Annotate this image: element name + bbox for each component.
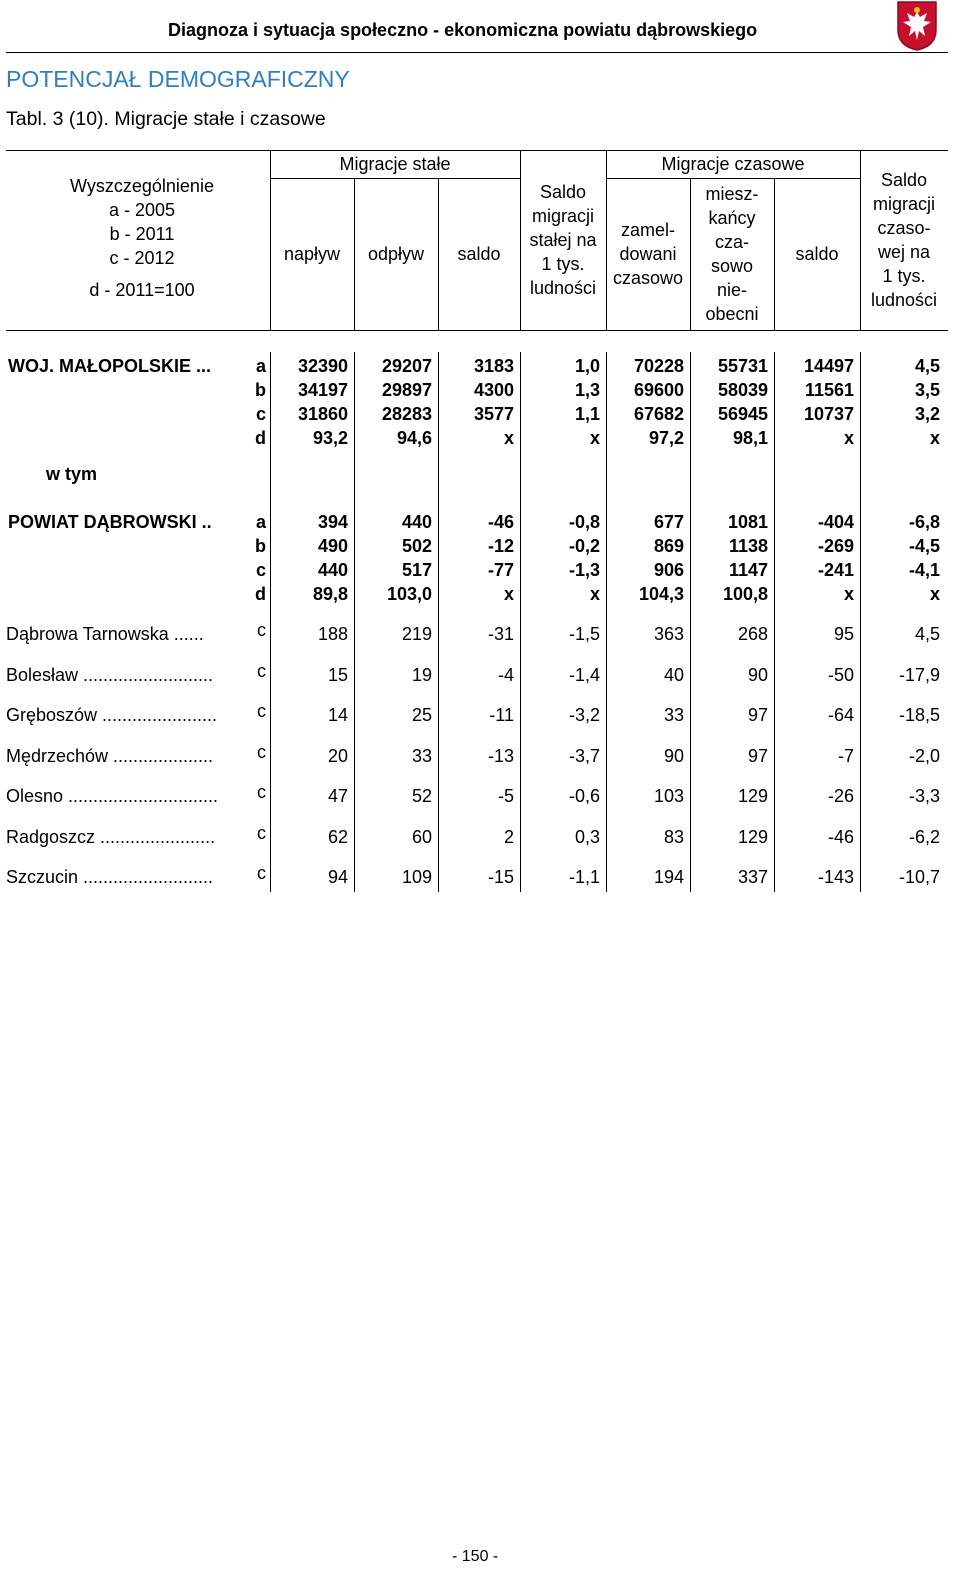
table-cell: -1,5 (568, 624, 600, 644)
header-rule (6, 52, 948, 53)
table-cell: x (503, 428, 514, 448)
table-cell: 58039 (717, 380, 768, 400)
table-cell: 32390 (297, 356, 348, 376)
table-cell: 677 (653, 512, 684, 532)
header-group-temporary: Migracje czasowe (661, 154, 805, 174)
table-cell: 98,1 (732, 428, 768, 448)
row-letter: d (255, 428, 266, 448)
w-tym-label: w tym (46, 464, 98, 484)
table-cell: 219 (401, 624, 432, 644)
row-letter: c (255, 404, 266, 424)
table-cell: 55731 (717, 356, 768, 376)
table-cell: x (589, 584, 600, 604)
row-letter: b (255, 380, 266, 400)
table-cell: -241 (817, 560, 854, 580)
table-cell: x (843, 584, 854, 604)
table-cell: -1,3 (568, 560, 600, 580)
table-cell: 97 (747, 705, 768, 725)
coat-of-arms-eagle-icon (896, 0, 938, 52)
table-cell: -46 (487, 512, 514, 532)
row-label: Bolesław .......................... (6, 664, 214, 685)
table-cell: -17,9 (898, 664, 940, 685)
table-cell: 517 (401, 560, 432, 580)
table-cell: -3,7 (568, 745, 600, 766)
row-letter: a (255, 356, 266, 376)
table-cell: 93,2 (312, 428, 348, 448)
table-cell: -15 (487, 867, 514, 887)
section-title: POTENCJAŁ DEMOGRAFICZNY (6, 66, 350, 92)
row-letter: c (257, 741, 266, 762)
table-cell: 70228 (633, 356, 684, 376)
table-cell: 1,3 (574, 380, 600, 400)
table-cell: 490 (317, 536, 348, 556)
table-cell: 60 (411, 826, 432, 847)
row-label: Olesno .............................. (6, 786, 219, 806)
page-header-title: Diagnoza i sytuacja społeczno - ekonomiczna powiatu dąbrowskiego (168, 20, 758, 40)
table-cell: 14497 (803, 356, 854, 376)
table-cell: 15 (327, 664, 348, 685)
row-letter: a (255, 512, 266, 532)
row-label: Dąbrowa Tarnowska ...... (6, 624, 204, 644)
table-cell: 502 (401, 536, 432, 556)
table-cell: -12 (487, 536, 514, 556)
table-cell: 29207 (381, 356, 432, 376)
table-cell: 94,6 (396, 428, 432, 448)
table-cell: 4,5 (914, 356, 940, 376)
table-cell: -18,5 (898, 705, 940, 725)
table-cell: 103,0 (386, 584, 432, 604)
table-cell: -7 (837, 745, 854, 766)
table-cell: 89,8 (312, 584, 348, 604)
table-cell: 440 (401, 512, 432, 532)
table-cell: -3,3 (908, 786, 940, 806)
row-letter: c (257, 863, 266, 883)
table-cell: 40 (663, 664, 684, 685)
table-cell: -143 (817, 867, 854, 887)
table-cell: -4,5 (908, 536, 940, 556)
table-top-rule (6, 150, 948, 151)
table-cell: 94 (327, 867, 348, 887)
row-letter: c (257, 822, 266, 843)
table-cell: 194 (653, 867, 684, 887)
row-letter: c (255, 560, 266, 580)
table-cell: 104,3 (638, 584, 684, 604)
table-cell: -11 (489, 705, 514, 725)
page-number: - 150 - (452, 1548, 499, 1565)
table-cell: 33 (411, 745, 432, 766)
header-bottom-rule (6, 330, 948, 331)
table-cell: 1081 (727, 512, 768, 532)
table-cell: x (843, 428, 854, 448)
table-cell: -50 (827, 664, 854, 685)
table-cell: 14 (327, 705, 348, 725)
table-cell: 31860 (297, 404, 348, 424)
row-label: Gręboszów ....................... (6, 705, 218, 725)
header-outflow: odpływ (367, 244, 425, 264)
table-cell: -46 (827, 826, 854, 847)
group-rule-temporary (606, 178, 860, 179)
table-cell: x (503, 584, 514, 604)
table-cell: -0,8 (568, 512, 600, 532)
table-cell: 869 (653, 536, 684, 556)
table-cell: x (589, 428, 600, 448)
table-cell: -404 (817, 512, 854, 532)
table-cell: -31 (487, 624, 514, 644)
table-cell: 10737 (803, 404, 854, 424)
table-cell: -26 (827, 786, 854, 806)
table-cell: -4 (497, 664, 514, 685)
table-cell: 20 (327, 745, 348, 766)
group-rule-permanent (270, 178, 520, 179)
table-cell: 52 (411, 786, 432, 806)
header-inflow: napływ (283, 244, 341, 264)
table-cell: x (929, 584, 940, 604)
table-cell: -4,1 (908, 560, 940, 580)
table-cell: 83 (663, 826, 684, 847)
header-balance: saldo (457, 244, 501, 264)
table-cell: 3,2 (914, 404, 940, 424)
row-letter: c (257, 620, 266, 640)
row-letter: b (255, 536, 266, 556)
table-cell: 268 (737, 624, 768, 644)
col-line-1 (270, 150, 271, 330)
table-cell: -269 (817, 536, 854, 556)
table-cell: -13 (487, 745, 514, 766)
table-cell: 97 (747, 745, 768, 766)
table-cell: 4300 (473, 380, 514, 400)
table-cell: -0,6 (568, 786, 600, 806)
row-letter: d (255, 584, 266, 604)
table-cell: 33 (663, 705, 684, 725)
table-cell: 2 (503, 826, 514, 847)
table-cell: -6,2 (908, 826, 940, 847)
table-cell: 1,0 (574, 356, 600, 376)
table-cell: 1138 (728, 536, 768, 556)
row-label: WOJ. MAŁOPOLSKIE ... (8, 356, 212, 376)
table-cell: 394 (317, 512, 348, 532)
table-cell: 11561 (804, 380, 854, 400)
row-label: Mędrzechów .................... (6, 745, 214, 766)
table-cell: -1,4 (568, 664, 600, 685)
table-cell: 95 (833, 624, 854, 644)
table-cell: 3183 (473, 356, 514, 376)
table-cell: 19 (411, 664, 432, 685)
table-cell: 363 (653, 624, 684, 644)
table-title: Tabl. 3 (10). Migracje stałe i czasowe (6, 108, 326, 130)
table-cell: 56945 (717, 404, 768, 424)
table-cell: 3,5 (914, 380, 940, 400)
header-absent: miesz- kańcy cza- sowo nie- obecni (705, 184, 759, 324)
table-cell: 90 (747, 664, 768, 685)
row-letter: c (257, 782, 266, 802)
table-cell: 28283 (381, 404, 432, 424)
table-cell: 29897 (381, 380, 432, 400)
row-letter: c (257, 701, 266, 721)
header-specification: Wyszczególnienie a - 2005 b - 2011 c - 2012 d - 2011=100 (70, 176, 214, 300)
table-cell: 69600 (633, 380, 684, 400)
table-cell: 1,1 (574, 404, 600, 424)
table-cell: 1147 (728, 560, 768, 580)
table-cell: 100,8 (722, 584, 768, 604)
table-cell: -77 (487, 560, 514, 580)
table-cell: 34197 (297, 380, 348, 400)
header-temp-balance: saldo (795, 244, 839, 264)
header-group-permanent: Migracje stałe (339, 154, 451, 174)
table-cell: -1,1 (568, 867, 600, 887)
header-registered: zamel- dowani czasowo (612, 220, 684, 288)
header-temp-rate: Saldo migracji czaso- wej na 1 tys. ludności (870, 170, 938, 310)
table-cell: 62 (327, 826, 348, 847)
table-cell: 4,5 (914, 624, 940, 644)
table-cell: 97,2 (648, 428, 684, 448)
row-letter: c (257, 660, 266, 681)
table-cell: 0,3 (574, 826, 600, 847)
table-cell: -6,8 (908, 512, 940, 532)
table-cell: 129 (737, 826, 768, 847)
table-cell: 3577 (473, 404, 514, 424)
table-cell: x (929, 428, 940, 448)
table-cell: 129 (737, 786, 768, 806)
table-cell: -64 (827, 705, 854, 725)
table-cell: -3,2 (568, 705, 600, 725)
table-cell: 440 (317, 560, 348, 580)
table-cell: 67682 (633, 404, 684, 424)
table-cell: -0,2 (568, 536, 600, 556)
table-cell: 90 (663, 745, 684, 766)
header-permanent-rate: Saldo migracji stałej na 1 tys. ludności (529, 182, 597, 298)
table-cell: 103 (653, 786, 684, 806)
table-cell: -2,0 (908, 745, 940, 766)
row-label: Szczucin .......................... (6, 867, 214, 887)
table-cell: 188 (317, 624, 348, 644)
table-cell: -5 (497, 786, 514, 806)
table-cell: 337 (737, 867, 768, 887)
table-cell: 109 (401, 867, 432, 887)
table-cell: -10,7 (898, 867, 940, 887)
row-label: POWIAT DĄBROWSKI .. (8, 512, 212, 532)
row-label: Radgoszcz ....................... (6, 826, 216, 847)
table-cell: 25 (411, 705, 432, 725)
table-cell: 47 (327, 786, 348, 806)
table-cell: 906 (653, 560, 684, 580)
